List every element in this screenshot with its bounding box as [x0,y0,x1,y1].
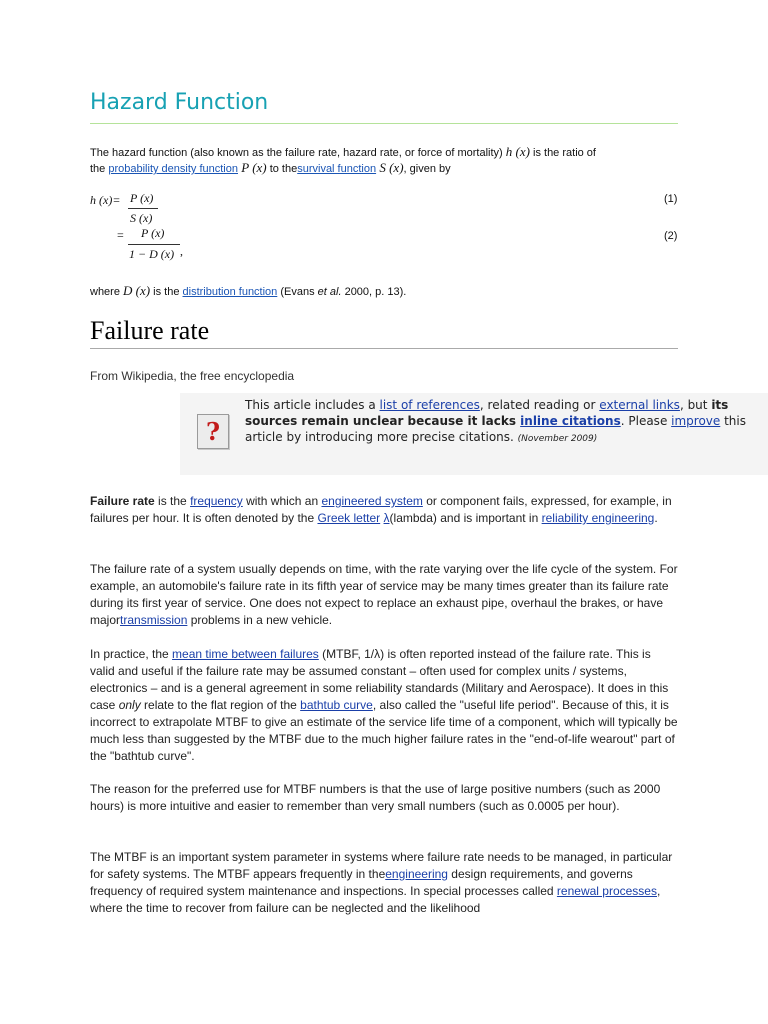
survival-function-link[interactable]: survival function [297,163,377,175]
failure-rate-title-rule [90,348,678,349]
eq1-number: (1) [664,193,678,205]
engineering-link[interactable]: engineering [385,867,448,881]
mean-time-between-failures-link[interactable]: mean time between failures [172,647,319,661]
paragraph-time-dependence: The failure rate of a system usually depends on time, with the rate varying over the life cycle of the system. For example, an automobile's failure rate in its fifth year of service may be many times greater than its failure rate during its first year of service. One does not expect to replace an exhaust pipe, overhaul the brakes, or have majortransmission problems in a new vehicle. [90,562,678,627]
failure-rate-title: Failure rate [90,316,210,345]
eq1-lhs: h (x)= [90,193,121,207]
hazard-title-rule [90,123,678,124]
eq2-lhs: = [117,228,124,242]
distribution-function-link[interactable]: distribution function [182,286,278,298]
eq2-denominator: 1 − D (x) [129,247,175,261]
probability-density-link[interactable]: probability density function [108,163,238,175]
eq1-fraction-bar [128,208,158,209]
citation-notice-text: This article includes a list of references, related reading or external links, but its sources remain unclear because it lacks inline citations. Please improve this article by introducing more precise citations. (November 2009) [245,398,746,444]
engineered-system-link[interactable]: engineered system [321,494,423,508]
renewal-processes-link[interactable]: renewal processes [556,884,657,898]
eq2-fraction-bar [128,244,180,245]
hazard-title: Hazard Function [90,90,269,115]
transmission-link[interactable]: transmission [120,613,188,627]
paragraph-mtbf: In practice, the mean time between failures (MTBF, 1/λ) is often reported instead of the failure rate. This is valid and useful if the failure rate may be assumed constant – often used for complex units / systems, electronics – and is a general agreement in some reliability standards (Military and Aerospace). It does in this case only relate to the flat region of the bathtub curve, also called the "useful life period". Because of this, it is incorrect to extrapolate MTBF to give an estimate of the service life time of a component, which will typically be much less than suggested by the MTBF due to the much higher failure rates in the "end-of-life wearout" part of the "bathtub curve". [90,647,678,763]
lambda-link[interactable]: λ [383,511,390,525]
paragraph-mtbf-reason: The reason for the preferred use for MTBF numbers is that the use of large positive numbers (such as 2000 hours) is more intuitive and easier to remember than very small numbers (such as 0.0005 per hour). [90,782,661,813]
bathtub-curve-link[interactable]: bathtub curve [300,698,373,712]
eq1-denominator: S (x) [130,211,153,225]
reliability-engineering-link[interactable]: reliability engineering [541,511,655,525]
from-wikipedia-tagline: From Wikipedia, the free encyclopedia [90,369,295,383]
question-mark-icon: ? [197,414,229,449]
hazard-intro-line2: the probability density function P (x) to thesurvival function S (x), given by [90,160,451,175]
hazard-intro-line1: The hazard function (also known as the failure rate, hazard rate, or force of mortality) h (x) is the ratio of [90,144,596,159]
eq2-comma: , [180,244,183,258]
inline-citations-link[interactable]: inline citations [520,414,621,428]
eq2-number: (2) [664,230,678,242]
paragraph-intro: Failure rate is the frequency with which an engineered system or component fails, expressed, for example, in failures per hour. It is often denoted by the Greek letter λ(lambda) and is important in reliability engineering. [90,494,672,525]
greek-letter-link[interactable]: Greek letter [317,511,381,525]
paragraph-mtbf-parameter: The MTBF is an important system parameter in systems where failure rate needs to be managed, in particular for safety systems. The MTBF appears frequently in theengineering design requirements, and governs frequency of required system maintenance and inspections. In special processes called renewal processes, where the time to recover from failure can be neglected and the likelihood [90,850,673,915]
hazard-where-line: where D (x) is the distribution function (Evans et al. 2000, p. 13). [90,283,407,298]
eq2-numerator: P (x) [141,226,165,240]
eq1-numerator: P (x) [130,191,154,205]
improve-link[interactable]: improve [671,414,721,428]
notice-date: (November 2009) [517,434,598,444]
frequency-link[interactable]: frequency [190,494,243,508]
external-links-link[interactable]: external links [599,398,680,412]
list-of-references-link[interactable]: list of references [379,398,480,412]
